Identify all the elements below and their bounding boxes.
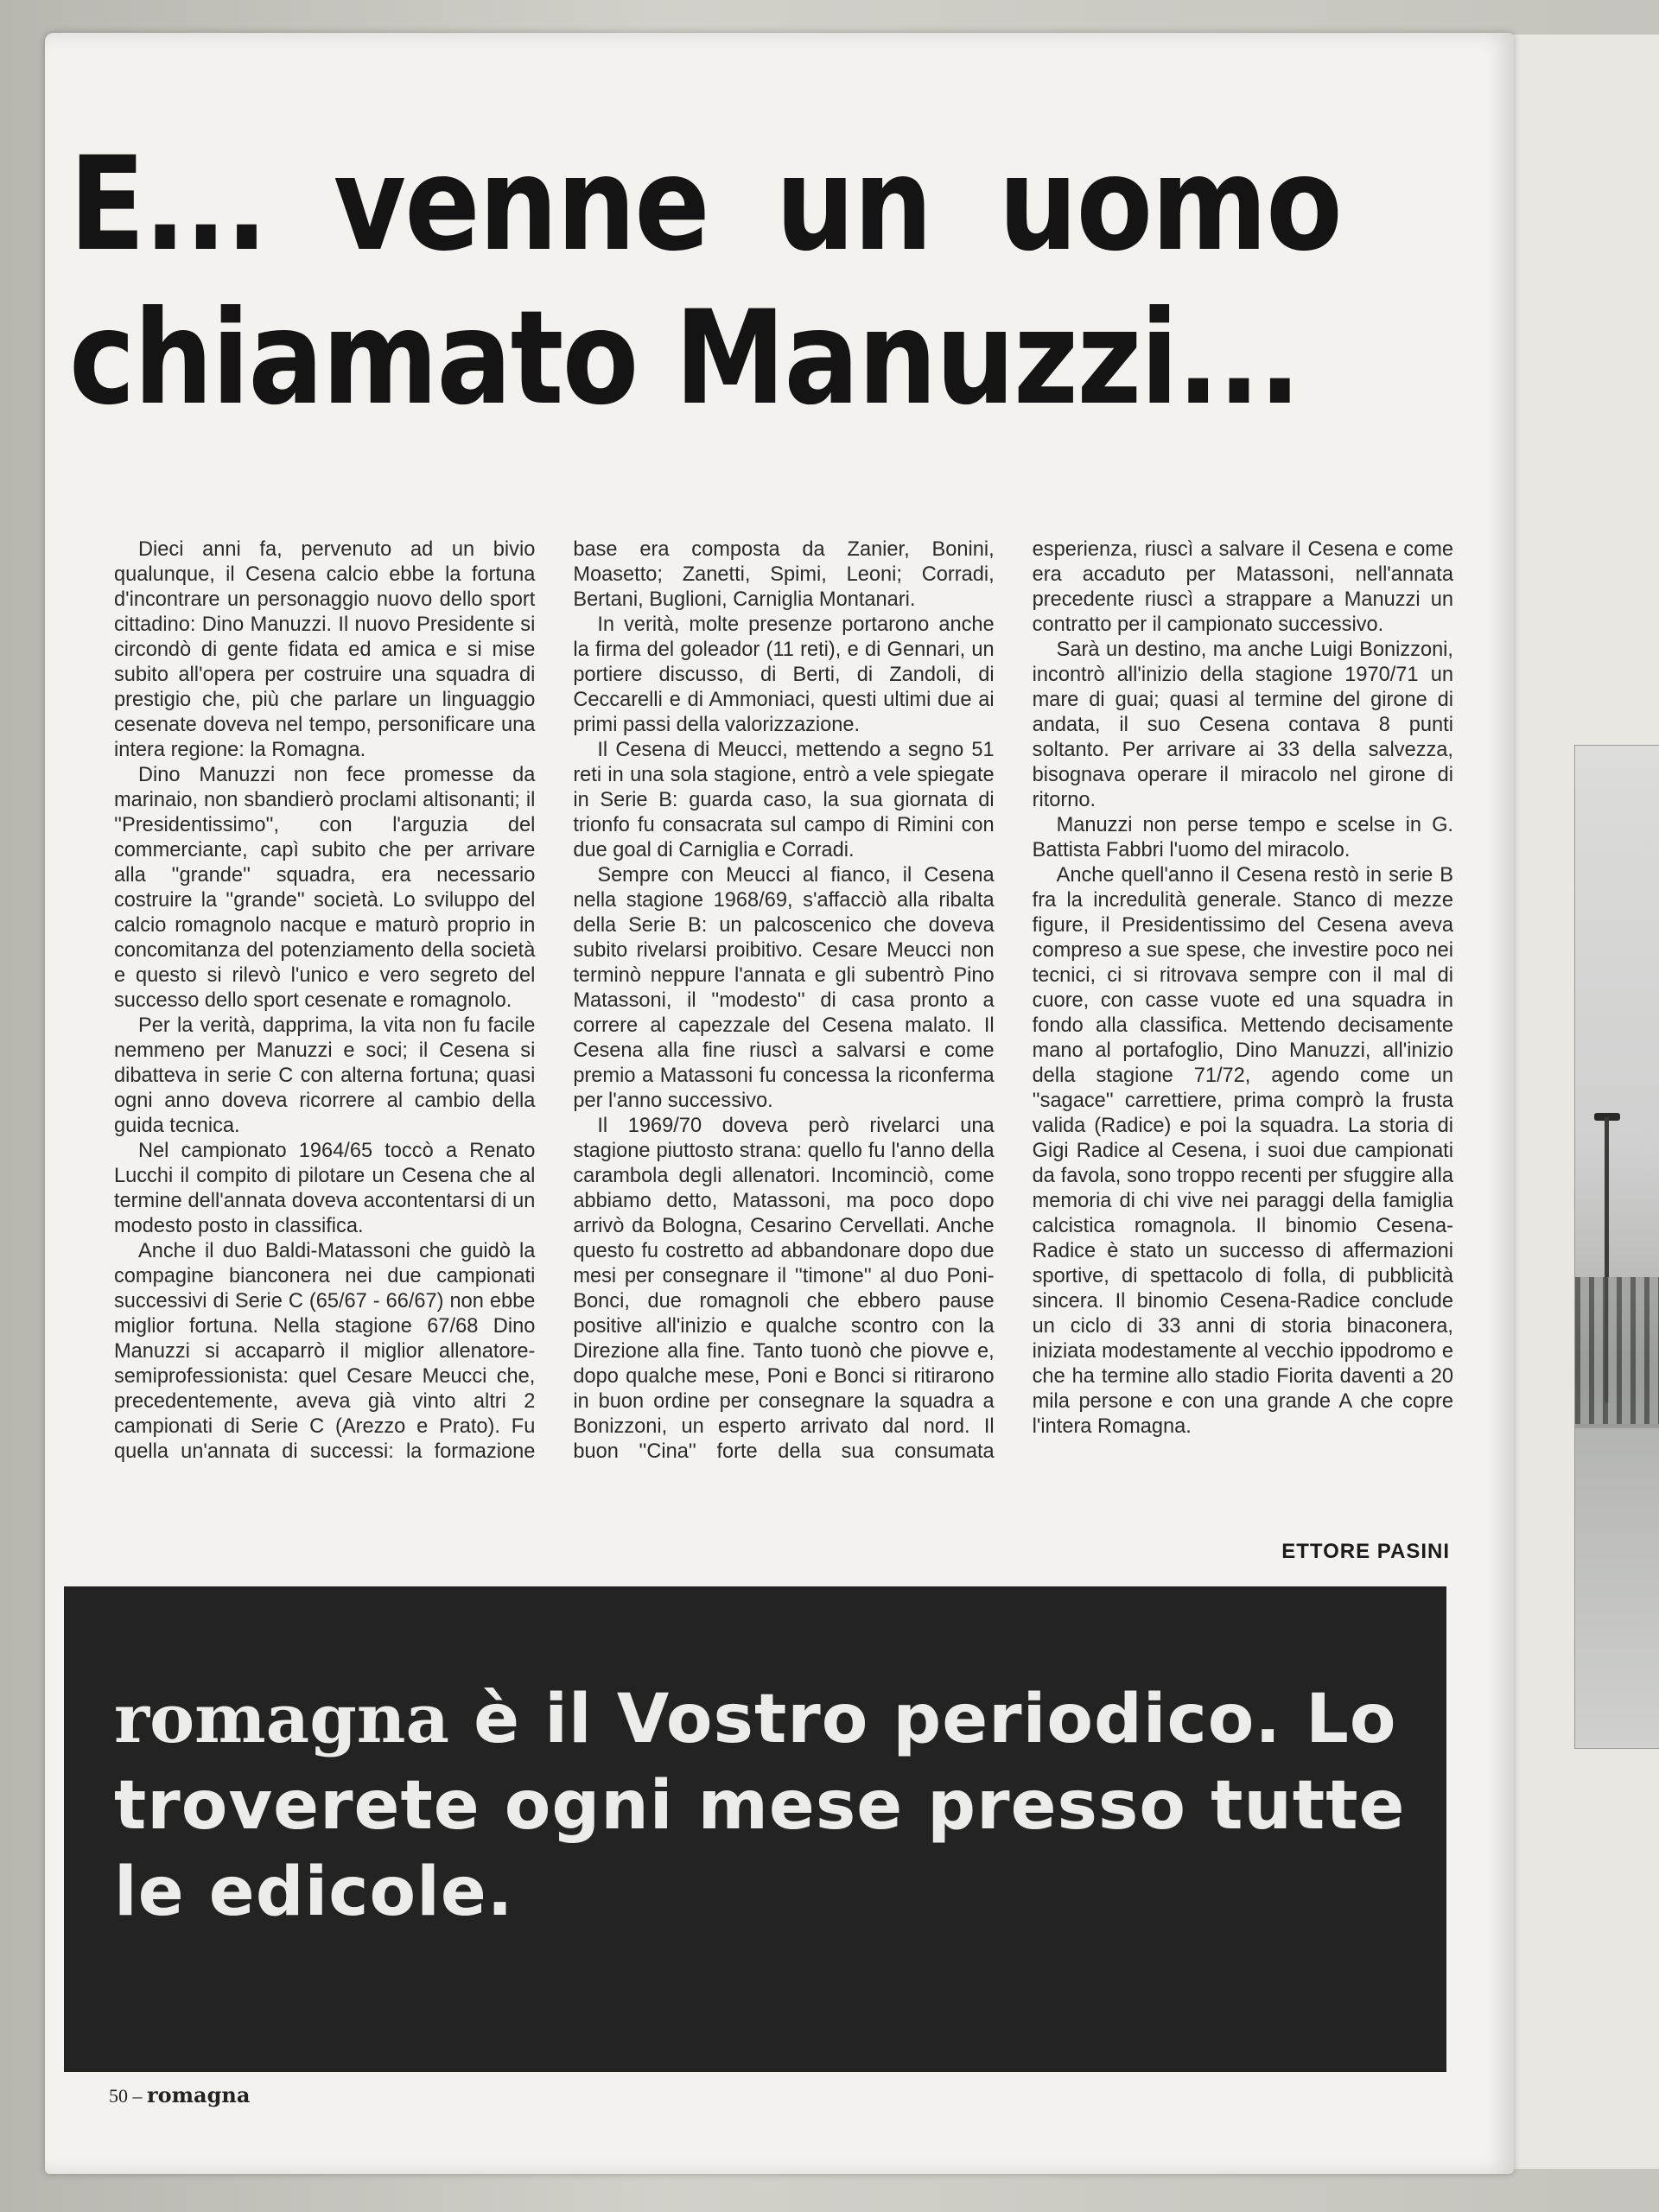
- article-paragraph: Per la verità, dapprima, la vita non fu facile nemmeno per Manuzzi e soci; il Cesena si dibatteva in serie C con alterna fortuna; quasi ogni anno doveva ricorrere al cambio della guida tecnica.: [114, 1014, 536, 1137]
- page-footer: [109, 2082, 250, 2107]
- promo-brand: romagna: [114, 1680, 449, 1758]
- author-byline: ETTORE PASINI: [1281, 1540, 1450, 1563]
- article-paragraph: Dino Manuzzi non fece promesse da marinaio, non sbandierò proclami altisonanti; il ''Presidentissimo'', con l'arguzia del commerciante, capì subito che per arrivare alla ''grande'' squadra, era necessario costruire la ''grande'' società. Lo sviluppo del calcio romagnolo nacque e maturò proprio in concomitanza del potenziamento della società e questo si rilevò l'unico e vero segreto del successo dello sport cesenate e romagnolo.: [114, 764, 536, 1012]
- article-paragraph: Il 1969/70 doveva però rivelarci una stagione piuttosto strana: quello fu l'anno della carambola degli allenatori. Incominciò, come abbiamo detto, Matassoni, ma poco dopo arrivò da Bologna, Cesarino Cervellati. Anche questo fu costretto ad abbandonare dopo due mesi per consegnare il ''timone'' al duo Poni-Bonci, due romagnoli che ebbero pause positive all'inizio e qualche scontro con la Direzione alla fine. Tanto tuonò che piovve e, dopo qualche mese, Poni e Bonci si ritirarono in buon ordine per consegnare la squadra a Bonizzoni, un esperto arrivato dal nord. Il buon ''Cina'' forte della sua consumata esperienza, riuscì a salvare il Cesena e come era accaduto per Matassoni, nell'annata precedente riuscì a strappare a Manuzzi un contratto per il campionato successivo.: [573, 538, 1453, 1463]
- article-paragraph: Anche quell'anno il Cesena restò in serie B fra la incredulità generale. Stanco di mezze figure, il Presidentissimo del Cesena aveva compreso a sue spese, che investire poco nei tecnici, ci si ritrovava sempre con il mal di cuore, con casse vuote ed una squadra in fondo alla classifica. Mettendo decisamente mano al portafoglio, Dino Manuzzi, all'inizio della stagione 71/72, agendo come un ''sagace'' carrettiere, prima comprò la frusta valida (Radice) e poi la squadra. La storia di Gigi Radice al Cesena, i suoi due campionati da favola, sono troppo recenti per sfuggire alla memoria di chi vive nei paraggi della famiglia calcistica romagnola. Il binomio Cesena-Radice è stato un successo di affermazioni sportive, di spettacolo di folla, di pubblicità sincera. Il binomio Cesena-Radice conclude un ciclo di 33 anni di storia binaconera, iniziata modestamente al vecchio ippodromo e che ha termine allo stadio Fiorita daventi a 20 mila persone e con una grande A che copre l'intera Romagna.: [1032, 864, 1453, 1438]
- headline-line-1: E... venne un uomo: [69, 130, 1342, 280]
- article-paragraph: Anche il duo Baldi-Matassoni che guidò la compagine bianconera nei due campionati successivi di Serie C (65/67 - 66/67) non ebbe miglior fortuna. Nella stagione 67/68 Dino Manuzzi si accaparrò il miglior allenatore-semiprofessionista: quel Cesare Meucci che, precedentemente, aveva già vinto altri 2 campionati di Serie C (Arezzo e Prato). Fu quella un'annata di successi: la formazione base era composta da Zanier, Bonini, Moasetto; Zanetti, Spimi, Leoni; Corradi, Bertani, Buglioni, Carniglia Montanari.: [114, 538, 995, 1463]
- article-body: [114, 537, 1453, 1574]
- headline-line-2: chiamato Manuzzi...: [69, 283, 1300, 434]
- headline: [69, 128, 1342, 435]
- fence: [1575, 1277, 1659, 1424]
- promo-message: è il Vostro periodico. Lo troverete ogni mese presso tutte le edicole.: [114, 1681, 1406, 1931]
- ground: [1575, 1428, 1659, 1748]
- article-paragraph: In verità, molte presenze portarono anche la firma del goleador (11 reti), e di Gennari, un portiere discusso, di Berti, di Zandoli, di Ceccarelli e di Ammoniaci, questi ultimi due ai primi passi della valorizzazione.: [573, 613, 995, 736]
- page-number: 50: [109, 2085, 128, 2107]
- article-paragraph: Sempre con Meucci al fianco, il Cesena nella stagione 1968/69, s'affacciò alla ribalta della Serie B: un palcoscenico che doveva subito rivelarsi proibitivo. Cesare Meucci non terminò neppure l'annata e gli subentrò Pino Matassoni, il ''modesto'' di casa pronto a correre al capezzale del Cesena malato. Il Cesena alla fine riuscì a salvarsi e come premio a Matassoni fu concessa la riconferma per l'anno successivo.: [573, 864, 995, 1112]
- adjacent-page-photo: [1574, 745, 1659, 1749]
- article-paragraph: Dieci anni fa, pervenuto ad un bivio qualunque, il Cesena calcio ebbe la fortuna d'incontrare un personaggio nuovo dello sport cittadino: Dino Manuzzi. Il nuovo Presidente si circondò di gente fidata ed amica e si mise subito all'opera per costruire una squadra di prestigio che, più che parlare un linguaggio cesenate doveva nel tempo, personificare una intera regione: la Romagna.: [114, 538, 536, 761]
- article-paragraph: Sarà un destino, ma anche Luigi Bonizzoni, incontrò all'inizio della stagione 1970/71 un mare di guai; quasi al termine del girone di andata, il suo Cesena contava 8 punti soltanto. Per arrivare ai 33 della salvezza, bisognava operare il miracolo nel girone di ritorno.: [1032, 639, 1453, 811]
- article-paragraph: Il Cesena di Meucci, mettendo a segno 51 reti in una sola stagione, entrò a vele spiegate in Serie B: guarda caso, la sua giornata di trionfo fu consacrata sul campo di Rimini con due goal di Carniglia e Corradi.: [573, 739, 995, 861]
- article-paragraph: Nel campionato 1964/65 toccò a Renato Lucchi il compito di pilotare un Cesena che al termine dell'annata doveva accontentarsi di un modesto posto in classifica.: [114, 1140, 536, 1237]
- article-paragraph: Manuzzi non perse tempo e scelse in G. Battista Fabbri l'uomo del miracolo.: [1032, 814, 1453, 861]
- promo-text: [114, 1676, 1427, 1936]
- footer-brand: romagna: [147, 2082, 251, 2107]
- footer-dash: –: [128, 2085, 147, 2107]
